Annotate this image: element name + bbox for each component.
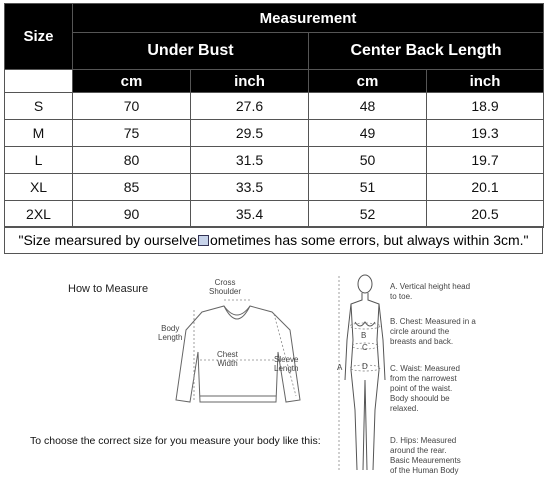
value-cell: 52: [309, 201, 427, 228]
size-cell: XL: [5, 174, 73, 201]
value-cell: 29.5: [191, 120, 309, 147]
cross-shoulder-label: Cross Shoulder: [209, 278, 242, 296]
letter-a: A: [337, 363, 343, 372]
description-b: B. Chest: Measured in a circle around the breasts and back.: [390, 317, 476, 346]
value-cell: 48: [309, 93, 427, 120]
size-cell: S: [5, 93, 73, 120]
value-cell: 90: [73, 201, 191, 228]
note-text-start: "Size mearsured by ourselve: [18, 232, 197, 248]
value-cell: 50: [309, 147, 427, 174]
description-d: D. Hips: Measured around the rear. Basic Meaurements of the Human Body: [390, 436, 461, 475]
unit-header: cm: [73, 70, 191, 93]
value-cell: 49: [309, 120, 427, 147]
under-bust-header: Under Bust: [73, 33, 309, 70]
size-cell: L: [5, 147, 73, 174]
value-cell: 20.1: [427, 174, 544, 201]
letter-b: B: [361, 331, 367, 340]
chest-width-label: Chest Width: [217, 350, 238, 368]
value-cell: 51: [309, 174, 427, 201]
body-figure-illustration: [335, 270, 395, 480]
table-row: [5, 174, 544, 201]
size-cell: M: [5, 120, 73, 147]
measurement-header: Measurement: [73, 4, 544, 33]
value-cell: 85: [73, 174, 191, 201]
table-row: [5, 93, 544, 120]
description-c: C. Waist: Measured from the narrowest point of the waist. Body shoould be relaxed.: [390, 364, 460, 413]
unit-header: cm: [309, 70, 427, 93]
unit-header: inch: [191, 70, 309, 93]
how-to-measure-title: How to Measure: [68, 283, 149, 295]
sleeve-length-label: Sleeve Length: [274, 355, 299, 373]
body-length-label: Body Length: [158, 324, 183, 342]
value-cell: 80: [73, 147, 191, 174]
description-a: A. Vertical height head to toe.: [390, 282, 471, 301]
value-cell: 35.4: [191, 201, 309, 228]
letter-d: D: [362, 362, 368, 371]
size-header: Size: [5, 4, 73, 70]
value-cell: 33.5: [191, 174, 309, 201]
value-cell: 20.5: [427, 201, 544, 228]
overlay-icon: [198, 235, 209, 246]
center-back-length-header: Center Back Length: [309, 33, 544, 70]
blank-unit-cell: [5, 70, 73, 93]
size-table: [4, 3, 544, 228]
value-cell: 70: [73, 93, 191, 120]
table-row: [5, 147, 544, 174]
value-cell: 18.9: [427, 93, 544, 120]
value-cell: 19.3: [427, 120, 544, 147]
size-cell: 2XL: [5, 201, 73, 228]
value-cell: 27.6: [191, 93, 309, 120]
size-note: [4, 226, 543, 254]
letter-c: C: [362, 343, 368, 352]
table-row: [5, 201, 544, 228]
unit-header: inch: [427, 70, 544, 93]
sweater-illustration: [150, 290, 330, 420]
note-text-end: ometimes has some errors, but always within 3cm.": [209, 232, 529, 248]
value-cell: 75: [73, 120, 191, 147]
choose-size-text: To choose the correct size for you measure your body like this:: [30, 435, 321, 447]
value-cell: 31.5: [191, 147, 309, 174]
value-cell: 19.7: [427, 147, 544, 174]
table-row: [5, 120, 544, 147]
